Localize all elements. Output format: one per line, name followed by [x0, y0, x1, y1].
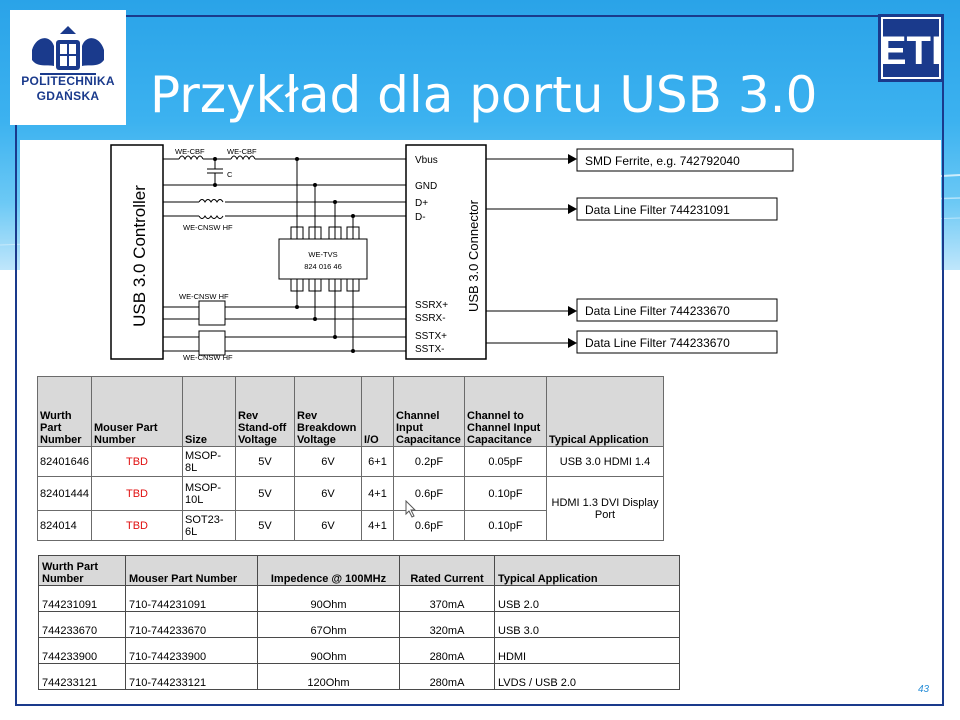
tvs-label-2: 824 016 46: [304, 262, 342, 271]
politechnika-logo: [10, 10, 126, 125]
t2-header: Impedence @ 100MHz: [258, 556, 400, 586]
t1-header: Channel Input Capacitance: [394, 377, 465, 447]
t1-header: Size: [183, 377, 236, 447]
eti-logo: [878, 14, 944, 82]
pin-sstx-plus: SSTX+: [415, 331, 447, 342]
logo-line-1: POLITECHNIKA: [21, 74, 115, 88]
usb-circuit-diagram: [103, 141, 799, 363]
cnsw-label-1: WE-CNSW HF: [183, 223, 233, 232]
cbf-left-label: WE-CBF: [175, 147, 205, 156]
t2-header: Mouser Part Number: [126, 556, 258, 586]
pin-ssrx-plus: SSRX+: [415, 300, 449, 311]
filter-parts-table: [38, 555, 680, 690]
tvs-parts-table: [37, 376, 664, 541]
cbf-right-label: WE-CBF: [227, 147, 257, 156]
t1-header: Wurth Part Number: [38, 377, 92, 447]
callout-2: Data Line Filter 744231091: [585, 203, 730, 217]
controller-label: USB 3.0 Controller: [130, 185, 149, 327]
t2-header: Wurth Part Number: [39, 556, 126, 586]
cap-label: C: [227, 170, 233, 179]
callout-4: Data Line Filter 744233670: [585, 336, 730, 350]
pin-sstx-minus: SSTX-: [415, 344, 445, 355]
pin-gnd: GND: [415, 181, 438, 192]
table-row: 744233121 710-744233121 120Ohm 280mA LVDS / USB 2.0: [39, 664, 680, 690]
callout-1: SMD Ferrite, e.g. 742792040: [585, 154, 740, 168]
t1-header: I/O: [362, 377, 394, 447]
pin-vbus: Vbus: [415, 155, 438, 166]
t2-header: Typical Application: [495, 556, 680, 586]
cnsw-label-2: WE-CNSW HF: [179, 292, 229, 301]
svg-text:ETI: ETI: [879, 29, 943, 73]
table-row: 744233900 710-744233900 90Ohm 280mA HDMI: [39, 638, 680, 664]
pin-dplus: D+: [415, 198, 429, 209]
eti-logo-mark: [878, 14, 944, 82]
connector-label: USB 3.0 Connector: [466, 199, 481, 313]
t1-header: Channel to Channel Input Capacitance: [465, 377, 547, 447]
pin-ssrx-minus: SSRX-: [415, 313, 446, 324]
table-row: 744231091 710-744231091 90Ohm 370mA USB 2.0: [39, 586, 680, 612]
mouse-cursor-icon: [405, 500, 417, 518]
page-number: 43: [918, 684, 930, 695]
table-row: 744233670 710-744233670 67Ohm 320mA USB 3.0: [39, 612, 680, 638]
table-row: 824014 TBD SOT23-6L 5V 6V 4+1 0.6pF 0.10pF: [38, 511, 664, 541]
t1-header: Mouser Part Number: [92, 377, 183, 447]
t1-header: Rev Breakdown Voltage: [295, 377, 362, 447]
logo-line-2: GDAŃSKA: [36, 89, 100, 103]
table-row: 82401646 TBD MSOP-8L 5V 6V 6+1 0.2pF 0.05pF USB 3.0 HDMI 1.4: [38, 447, 664, 477]
tvs-label-1: WE-TVS: [308, 250, 338, 259]
table-row: 82401444 TBD MSOP-10L 5V 6V 4+1 0.6pF 0.10pF HDMI 1.3 DVI Display Port: [38, 477, 664, 511]
cnsw-label-3: WE-CNSW HF: [183, 353, 233, 362]
t1-header: Typical Application: [547, 377, 664, 447]
pin-dminus: D-: [415, 212, 426, 223]
t2-header: Rated Current: [400, 556, 495, 586]
t1-header: Rev Stand-off Voltage: [236, 377, 295, 447]
callout-3: Data Line Filter 744233670: [585, 304, 730, 318]
slide-title: Przykład dla portu USB 3.0: [150, 66, 818, 124]
